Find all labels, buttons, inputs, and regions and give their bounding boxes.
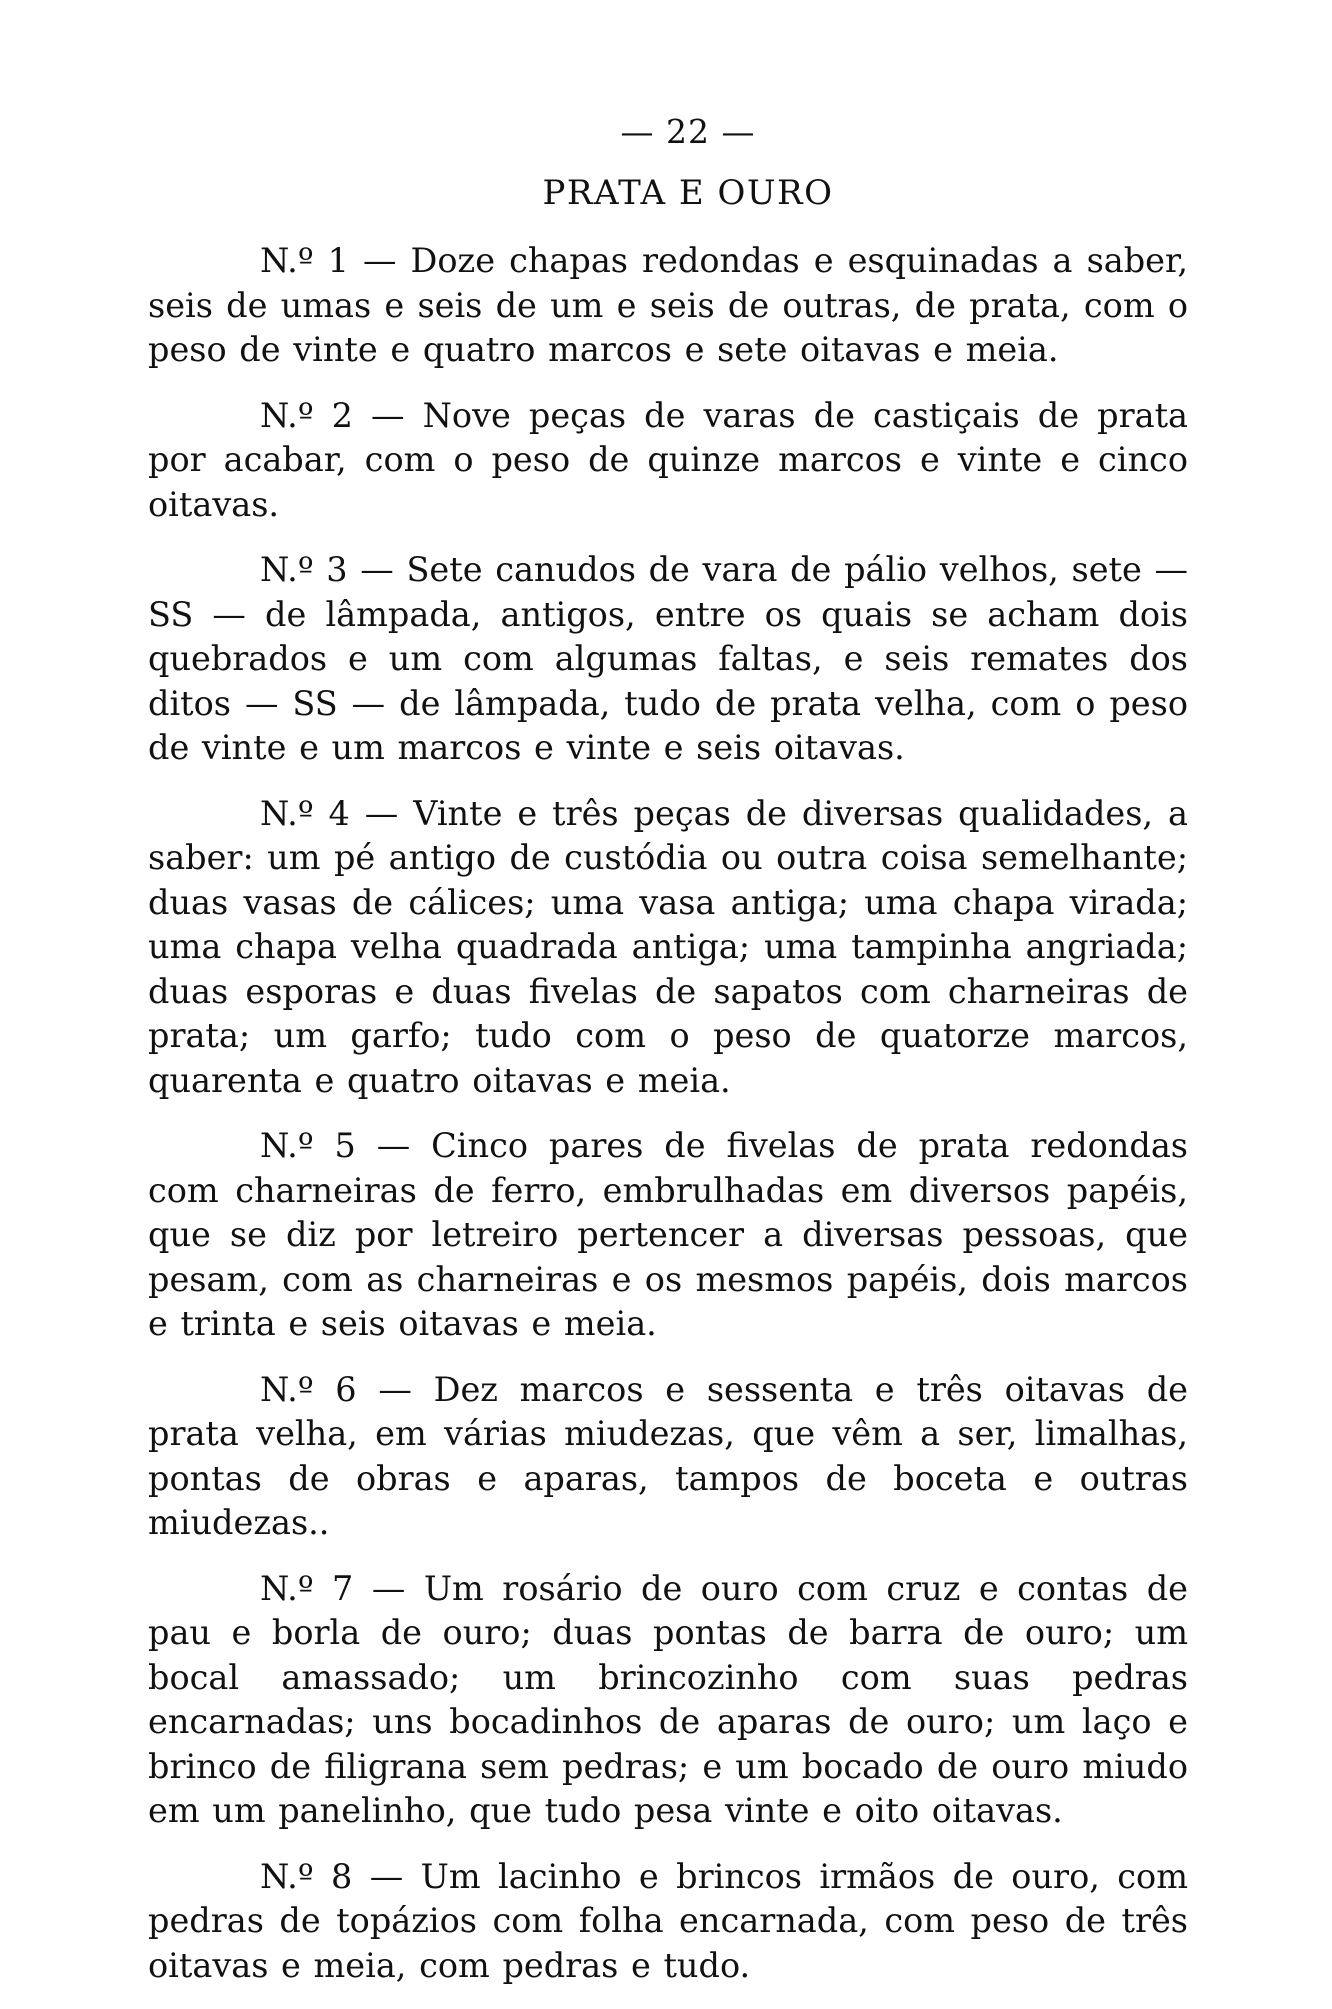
entry-number: N.º 4 —	[260, 793, 399, 833]
entry-text: Cinco pares de fivelas de prata redondas com charneiras de ferro, embrulhadas em diversos papéis, que se diz por letreiro pertencer a diversas pessoas, que pesam, com as charneiras e os mesmos papéis, dois marcos e trinta e seis oitavas e meia.	[148, 1126, 1188, 1343]
entry-6	[148, 1368, 1188, 1546]
entry-7	[148, 1567, 1188, 1834]
entry-text: Nove peças de varas de castiçais de prata por acabar, com o peso de quinze marcos e vinte e cinco oitavas.	[148, 395, 1189, 524]
entry-text: Doze chapas redondas e esquinadas a saber, seis de umas e seis de um e seis de outras, de prata, com o peso de vinte e quatro marcos e sete oitavas e meia.	[148, 241, 1188, 369]
entry-text: Sete canudos de vara de pálio velhos, sete — SS — de lâmpada, antigos, entre os quais se acham dois quebrados e um com algumas faltas, e seis remates dos ditos — SS — de lâmpada, tudo de prata velha, com o peso de vinte e um marcos e vinte e seis oitavas.	[148, 550, 1188, 767]
entry-text: Vinte e três peças de diversas qualidades, a saber: um pé antigo de custódia ou outra coisa semelhante; duas vasas de cálices; uma vasa antiga; uma chapa virada; uma chapa velha quadrada antiga; uma tampinha angriada; duas esporas e duas fivelas de sapatos com charneiras de prata; um garfo; tudo com o peso de quatorze marcos, quarenta e quatro oitavas e meia.	[148, 793, 1188, 1100]
entry-5	[148, 1124, 1188, 1347]
entry-text: Um rosário de ouro com cruz e contas de pau e borla de ouro; duas pontas de barra de ouro; um bocal amassado; um brincozinho com suas pedras encarnadas; uns bocadinhos de aparas de ouro; um laço e brinco de filigrana sem pedras; e um bocado de ouro miudo em um panelinho, que tudo pesa vinte e oito oitavas.	[148, 1568, 1188, 1830]
document-page	[148, 112, 1188, 2009]
entry-2	[148, 394, 1188, 528]
page-number: — 22 —	[620, 112, 756, 151]
entry-number: N.º 7 —	[260, 1568, 406, 1608]
entry-number: N.º 2 —	[260, 395, 405, 435]
entry-number: N.º 6 —	[260, 1369, 412, 1409]
entry-number: N.º 1 —	[260, 241, 397, 280]
entry-3	[148, 548, 1188, 771]
entry-8	[148, 1855, 1188, 1989]
entry-4	[148, 792, 1188, 1104]
section-title: PRATA E OURO	[542, 173, 834, 213]
entry-text: Um lacinho e brincos irmãos de ouro, com pedras de topázios com folha encarnada, com peso de três oitavas e meia, com pedras e tudo.	[148, 1856, 1188, 1985]
entry-text: Dez marcos e sessenta e três oitavas de prata velha, em várias miudezas, que vêm a ser, limalhas, pontas de obras e aparas, tampos de boceta e outras miudezas..	[148, 1369, 1188, 1542]
entry-number: N.º 8 —	[260, 1856, 404, 1896]
entry-number: N.º 3 —	[260, 550, 394, 589]
entry-number: N.º 5 —	[260, 1126, 411, 1165]
entry-1	[148, 239, 1188, 373]
